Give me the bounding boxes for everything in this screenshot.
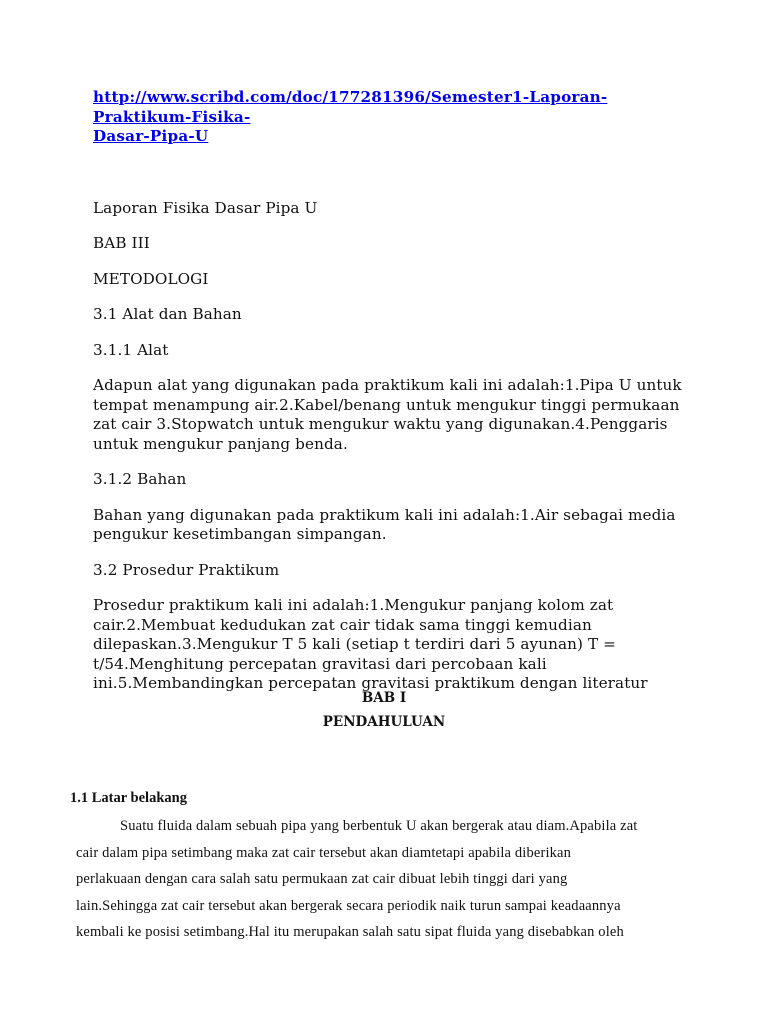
prosedur-line: cair.2.Membuat kedudukan zat cair tidak sama tinggi kemudian <box>93 615 592 634</box>
source-link-line-2[interactable]: Dasar-Pipa-U <box>93 127 209 145</box>
latar-paragraph <box>70 813 676 946</box>
bahan-line: Bahan yang digunakan pada praktikum kali ini adalah:1.Air sebagai media <box>93 505 676 524</box>
chapter-heading-bab-iii: BAB III <box>93 234 150 252</box>
chapter-title-pendahuluan: PENDAHULUAN <box>322 714 446 730</box>
document-title: Laporan Fisika Dasar Pipa U <box>93 198 318 217</box>
latar-line: perlakuaan dengan cara salah satu permukaan zat cair dibuat lebih tinggi dari yang <box>76 871 568 887</box>
alat-line: Adapun alat yang digunakan pada praktikum kali ini adalah:1.Pipa U untuk <box>93 376 682 394</box>
latar-line: kembali ke posisi setimbang.Hal itu merupakan salah satu sipat fluida yang disebabkan oleh <box>76 924 624 940</box>
prosedur-paragraph <box>93 596 683 694</box>
bahan-paragraph <box>93 506 683 545</box>
prosedur-line: dilepaskan.3.Mengukur T 5 kali (setiap t terdiri dari 5 ayunan) T = <box>93 635 616 653</box>
alat-line: untuk mengukur panjang benda. <box>93 434 348 453</box>
latar-line: lain.Sehingga zat cair tersebut akan bergerak secara periodik naik turun sampai keadaannya <box>76 897 621 914</box>
source-link-line-1[interactable]: http://www.scribd.com/doc/177281396/Semester1-Laporan-Praktikum-Fisika- <box>93 88 608 126</box>
prosedur-line: ini.5.Membandingkan percepatan gravitasi praktikum dengan literatur <box>93 674 648 692</box>
upper-section <box>93 88 683 694</box>
chapter-heading-bab-i: BAB I <box>361 690 407 706</box>
section-heading-3-1-2: 3.1.2 Bahan <box>93 470 187 488</box>
section-heading-3-2: 3.2 Prosedur Praktikum <box>93 560 280 579</box>
alat-line: tempat menampung air.2.Kabel/benang untuk mengukur tinggi permukaan <box>93 395 680 414</box>
chapter-title-metodologi: METODOLOGI <box>93 269 209 288</box>
section-heading-1-1: 1.1 Latar belakang <box>70 790 187 806</box>
latar-line: cair dalam pipa setimbang maka zat cair tersebut akan diamtetapi apabila diberikan <box>76 844 572 861</box>
prosedur-line: Prosedur praktikum kali ini adalah:1.Mengukur panjang kolom zat <box>93 596 614 614</box>
source-link[interactable] <box>93 88 683 147</box>
section-heading-3-1: 3.1 Alat dan Bahan <box>93 305 242 323</box>
bahan-line: pengukur kesetimbangan simpangan. <box>93 525 387 543</box>
latar-line: Suatu fluida dalam sebuah pipa yang berbentuk U akan bergerak atau diam.Apabila zat <box>120 818 638 834</box>
section-heading-3-1-1: 3.1.1 Alat <box>93 340 169 359</box>
alat-paragraph <box>93 376 683 454</box>
lower-section <box>70 790 676 946</box>
prosedur-line: t/54.Menghitung percepatan gravitasi dari percobaan kali <box>93 654 547 673</box>
alat-line: zat cair 3.Stopwatch untuk mengukur waktu yang digunakan.4.Penggaris <box>93 415 668 433</box>
